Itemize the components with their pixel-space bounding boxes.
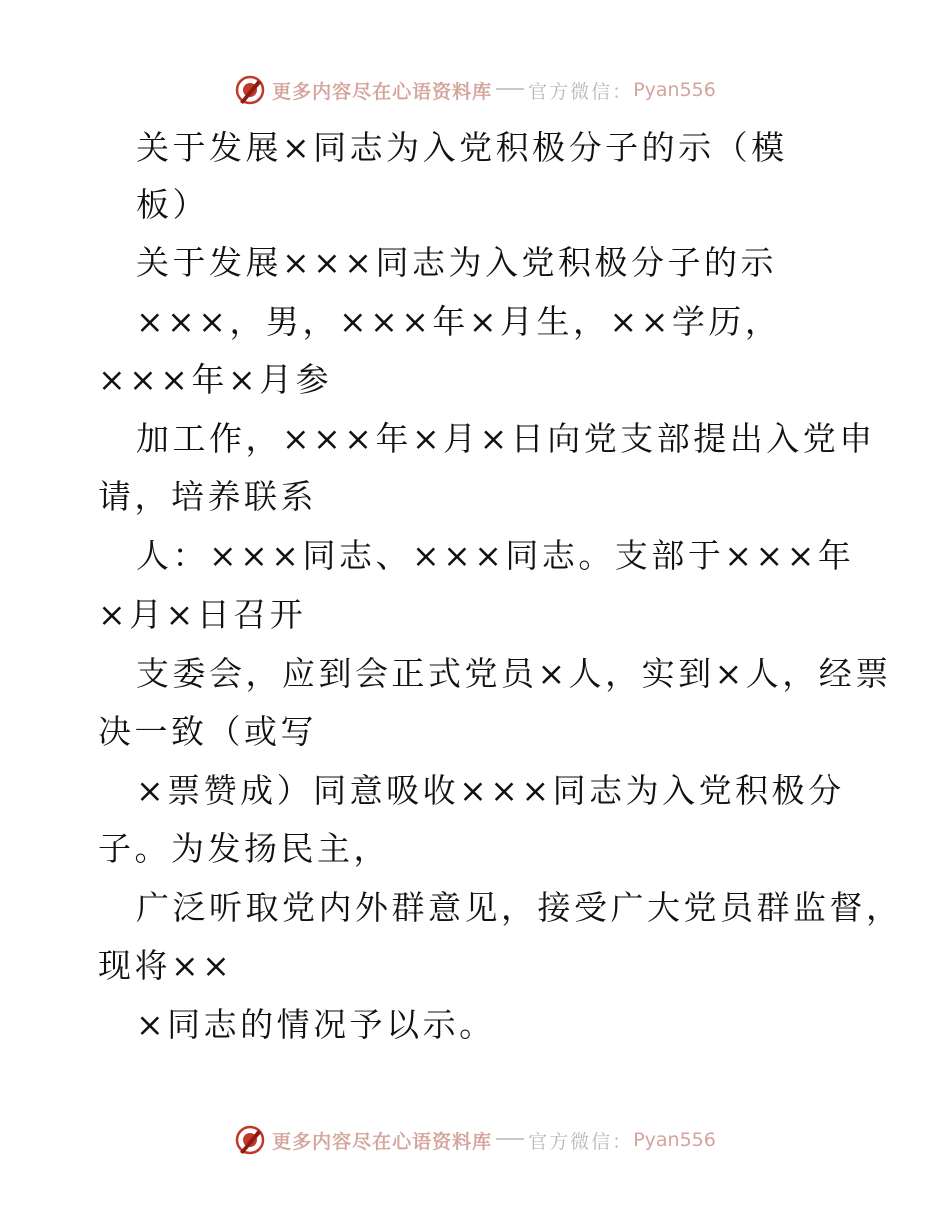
watermark-id-text: Pyan556 (633, 1129, 716, 1151)
doc-line: 关于发展×××同志为入党积极分子的示 (136, 243, 777, 282)
doc-line: 板） (136, 185, 209, 224)
doc-line: ×××，男，×××年×月生，××学历， (136, 302, 782, 341)
doc-line: 人：×××同志、×××同志。支部于×××年 (136, 536, 855, 575)
doc-line: ×××年×月参 (98, 360, 333, 399)
watermark-main-text: 更多内容尽在心语资料库 (272, 80, 493, 103)
header-watermark (0, 70, 950, 110)
watermark-main-text: 更多内容尽在心语资料库 (272, 1130, 493, 1153)
doc-line: 决一致（或写 (98, 712, 317, 751)
doc-line: 加工作，×××年×月×日向党支部提出入党申 (136, 419, 876, 458)
doc-line: ×同志的情况予以示。 (136, 1005, 496, 1044)
watermark-id-text: Pyan556 (633, 79, 716, 101)
doc-line: ×月×日召开 (98, 595, 307, 634)
doc-line: 广泛听取党内外群意见，接受广大党员群监督， (136, 888, 903, 927)
doc-line: 请，培养联系 (98, 477, 317, 516)
watermark-dash (496, 1138, 524, 1140)
watermark-sub-text: 官方微信： (528, 1130, 634, 1153)
doc-line: 关于发展×同志为入党积极分子的示（模 (136, 128, 788, 167)
doc-line: 子。为发扬民主， (98, 829, 390, 868)
footer-watermark (0, 1120, 950, 1160)
doc-line: ×票赞成）同意吸收×××同志为入党积极分 (136, 771, 845, 810)
doc-line: 支委会，应到会正式党员×人，实到×人，经票 (136, 654, 892, 693)
quill-seal-logo-icon (234, 74, 266, 106)
quill-seal-logo-icon (234, 1124, 266, 1156)
watermark-sub-text: 官方微信： (528, 80, 634, 103)
watermark-dash (496, 88, 524, 90)
doc-line: 现将×× (98, 946, 234, 985)
